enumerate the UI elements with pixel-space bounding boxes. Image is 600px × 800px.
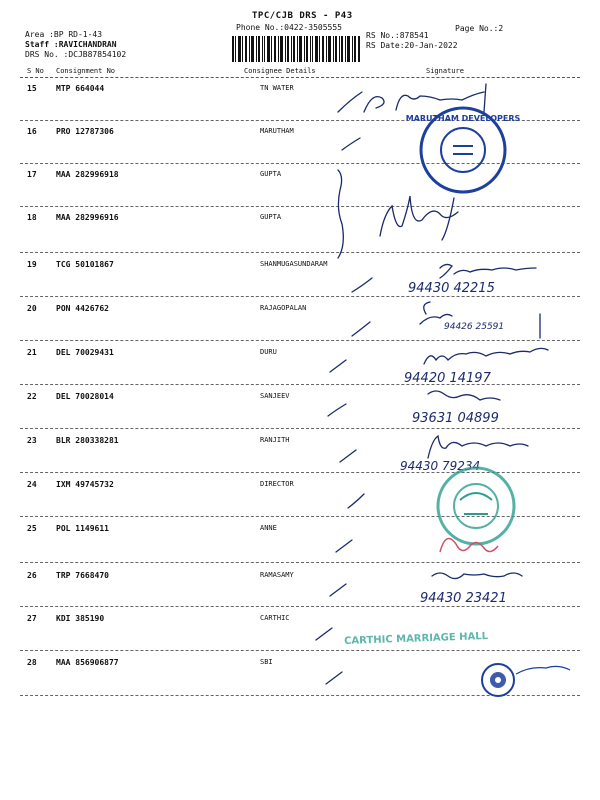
row-divider xyxy=(20,472,580,473)
row-consignee: CARTHIC xyxy=(260,614,290,622)
row-consignment-no: MAA 282996918 xyxy=(56,170,119,179)
stamp-carthic: CARTHIC MARRIAGE HALL xyxy=(343,630,489,647)
row-consignee: TN WATER xyxy=(260,84,294,92)
phone-number: Phone No.:0422-3505555 xyxy=(236,23,342,32)
row-consignee: MARUTHAM xyxy=(260,127,294,135)
row-divider xyxy=(20,120,580,121)
table-row xyxy=(0,658,600,698)
row-sno: 18 xyxy=(27,213,37,222)
row-consignee: RAJAGOPALAN xyxy=(260,304,307,312)
table-row xyxy=(0,524,600,564)
handwritten-phone: 94430 42215 xyxy=(408,281,495,296)
row-sno: 16 xyxy=(27,127,37,136)
row-sno: 20 xyxy=(27,304,37,313)
row-sno: 23 xyxy=(27,436,37,445)
table-row xyxy=(0,213,600,253)
row-divider xyxy=(20,206,580,207)
row-consignment-no: MAA 856906877 xyxy=(56,658,119,667)
row-consignment-no: MAA 282996916 xyxy=(56,213,119,222)
area-code: Area :BP RD-1-43 xyxy=(25,30,103,39)
column-header-sno: S No xyxy=(27,67,44,75)
column-header-signature: Signature xyxy=(426,67,464,75)
drs-number: DRS No. :DCJB87854102 xyxy=(25,50,127,59)
row-divider xyxy=(20,428,580,429)
table-row xyxy=(0,260,600,300)
row-divider xyxy=(20,384,580,385)
row-consignment-no: PRO 12787306 xyxy=(56,127,114,136)
row-divider xyxy=(20,695,580,696)
row-divider xyxy=(20,252,580,253)
row-consignee: GUPTA xyxy=(260,213,282,221)
barcode xyxy=(232,36,360,62)
handwritten-phone: 94430 79234 xyxy=(400,459,481,473)
row-consignment-no: KDI 385190 xyxy=(56,614,105,623)
table-row xyxy=(0,571,600,611)
page-number: Page No.:2 xyxy=(455,24,504,33)
row-consignee: DURU xyxy=(260,348,277,356)
rs-number: RS No.:878541 xyxy=(366,31,429,40)
table-row xyxy=(0,170,600,210)
table-row xyxy=(0,480,600,520)
header-divider xyxy=(20,77,580,78)
row-consignee: RANJITH xyxy=(260,436,290,444)
row-sno: 22 xyxy=(27,392,37,401)
row-divider xyxy=(20,650,580,651)
row-divider xyxy=(20,562,580,563)
row-sno: 26 xyxy=(27,571,37,580)
staff-name: Staff :RAVICHANDRAN xyxy=(25,40,117,49)
row-divider xyxy=(20,296,580,297)
row-consignee: ANNE xyxy=(260,524,277,532)
row-sno: 21 xyxy=(27,348,37,357)
row-sno: 15 xyxy=(27,84,37,93)
table-row xyxy=(0,348,600,388)
column-header-consignee: Consignee Details xyxy=(244,67,316,75)
row-sno: 27 xyxy=(27,614,37,623)
table-row xyxy=(0,304,600,344)
row-consignment-no: IXM 49745732 xyxy=(56,480,114,489)
row-consignment-no: POL 1149611 xyxy=(56,524,109,533)
row-consignee: RAMASAMY xyxy=(260,571,294,579)
table-row xyxy=(0,84,600,124)
handwritten-phone: 94420 14197 xyxy=(404,371,491,386)
row-consignee: SANJEEV xyxy=(260,392,290,400)
row-consignment-no: PON 4426762 xyxy=(56,304,109,313)
rs-date: RS Date:20-Jan-2022 xyxy=(366,41,458,50)
table-row xyxy=(0,614,600,654)
handwritten-phone: 93631 04899 xyxy=(412,411,499,426)
row-consignment-no: MTP 664044 xyxy=(56,84,105,93)
table-row xyxy=(0,436,600,476)
row-sno: 28 xyxy=(27,658,37,667)
table-row xyxy=(0,392,600,432)
row-consignment-no: DEL 70028014 xyxy=(56,392,114,401)
row-sno: 17 xyxy=(27,170,37,179)
row-consignment-no: DEL 70029431 xyxy=(56,348,114,357)
row-consignment-no: BLR 280338281 xyxy=(56,436,119,445)
handwritten-phone: 94430 23421 xyxy=(420,591,507,606)
row-sno: 19 xyxy=(27,260,37,269)
row-consignee: SBI xyxy=(260,658,273,666)
row-consignee: GUPTA xyxy=(260,170,282,178)
row-divider xyxy=(20,606,580,607)
handwritten-phone: 94426 25591 xyxy=(444,322,505,332)
row-divider xyxy=(20,163,580,164)
row-consignee: DIRECTOR xyxy=(260,480,294,488)
svg-text:MARUTHAM DEVELOPERS: MARUTHAM DEVELOPERS xyxy=(405,114,521,123)
row-consignment-no: TRP 7668470 xyxy=(56,571,109,580)
column-header-consignment: Consignment No xyxy=(56,67,116,75)
row-consignment-no: TCG 50101867 xyxy=(56,260,114,269)
row-divider xyxy=(20,340,580,341)
row-divider xyxy=(20,516,580,517)
row-sno: 25 xyxy=(27,524,37,533)
sheet-title: TPC/CJB DRS - P43 xyxy=(252,11,353,21)
row-consignee: SHANMUGASUNDARAM xyxy=(260,260,328,268)
table-row xyxy=(0,127,600,167)
row-sno: 24 xyxy=(27,480,37,489)
